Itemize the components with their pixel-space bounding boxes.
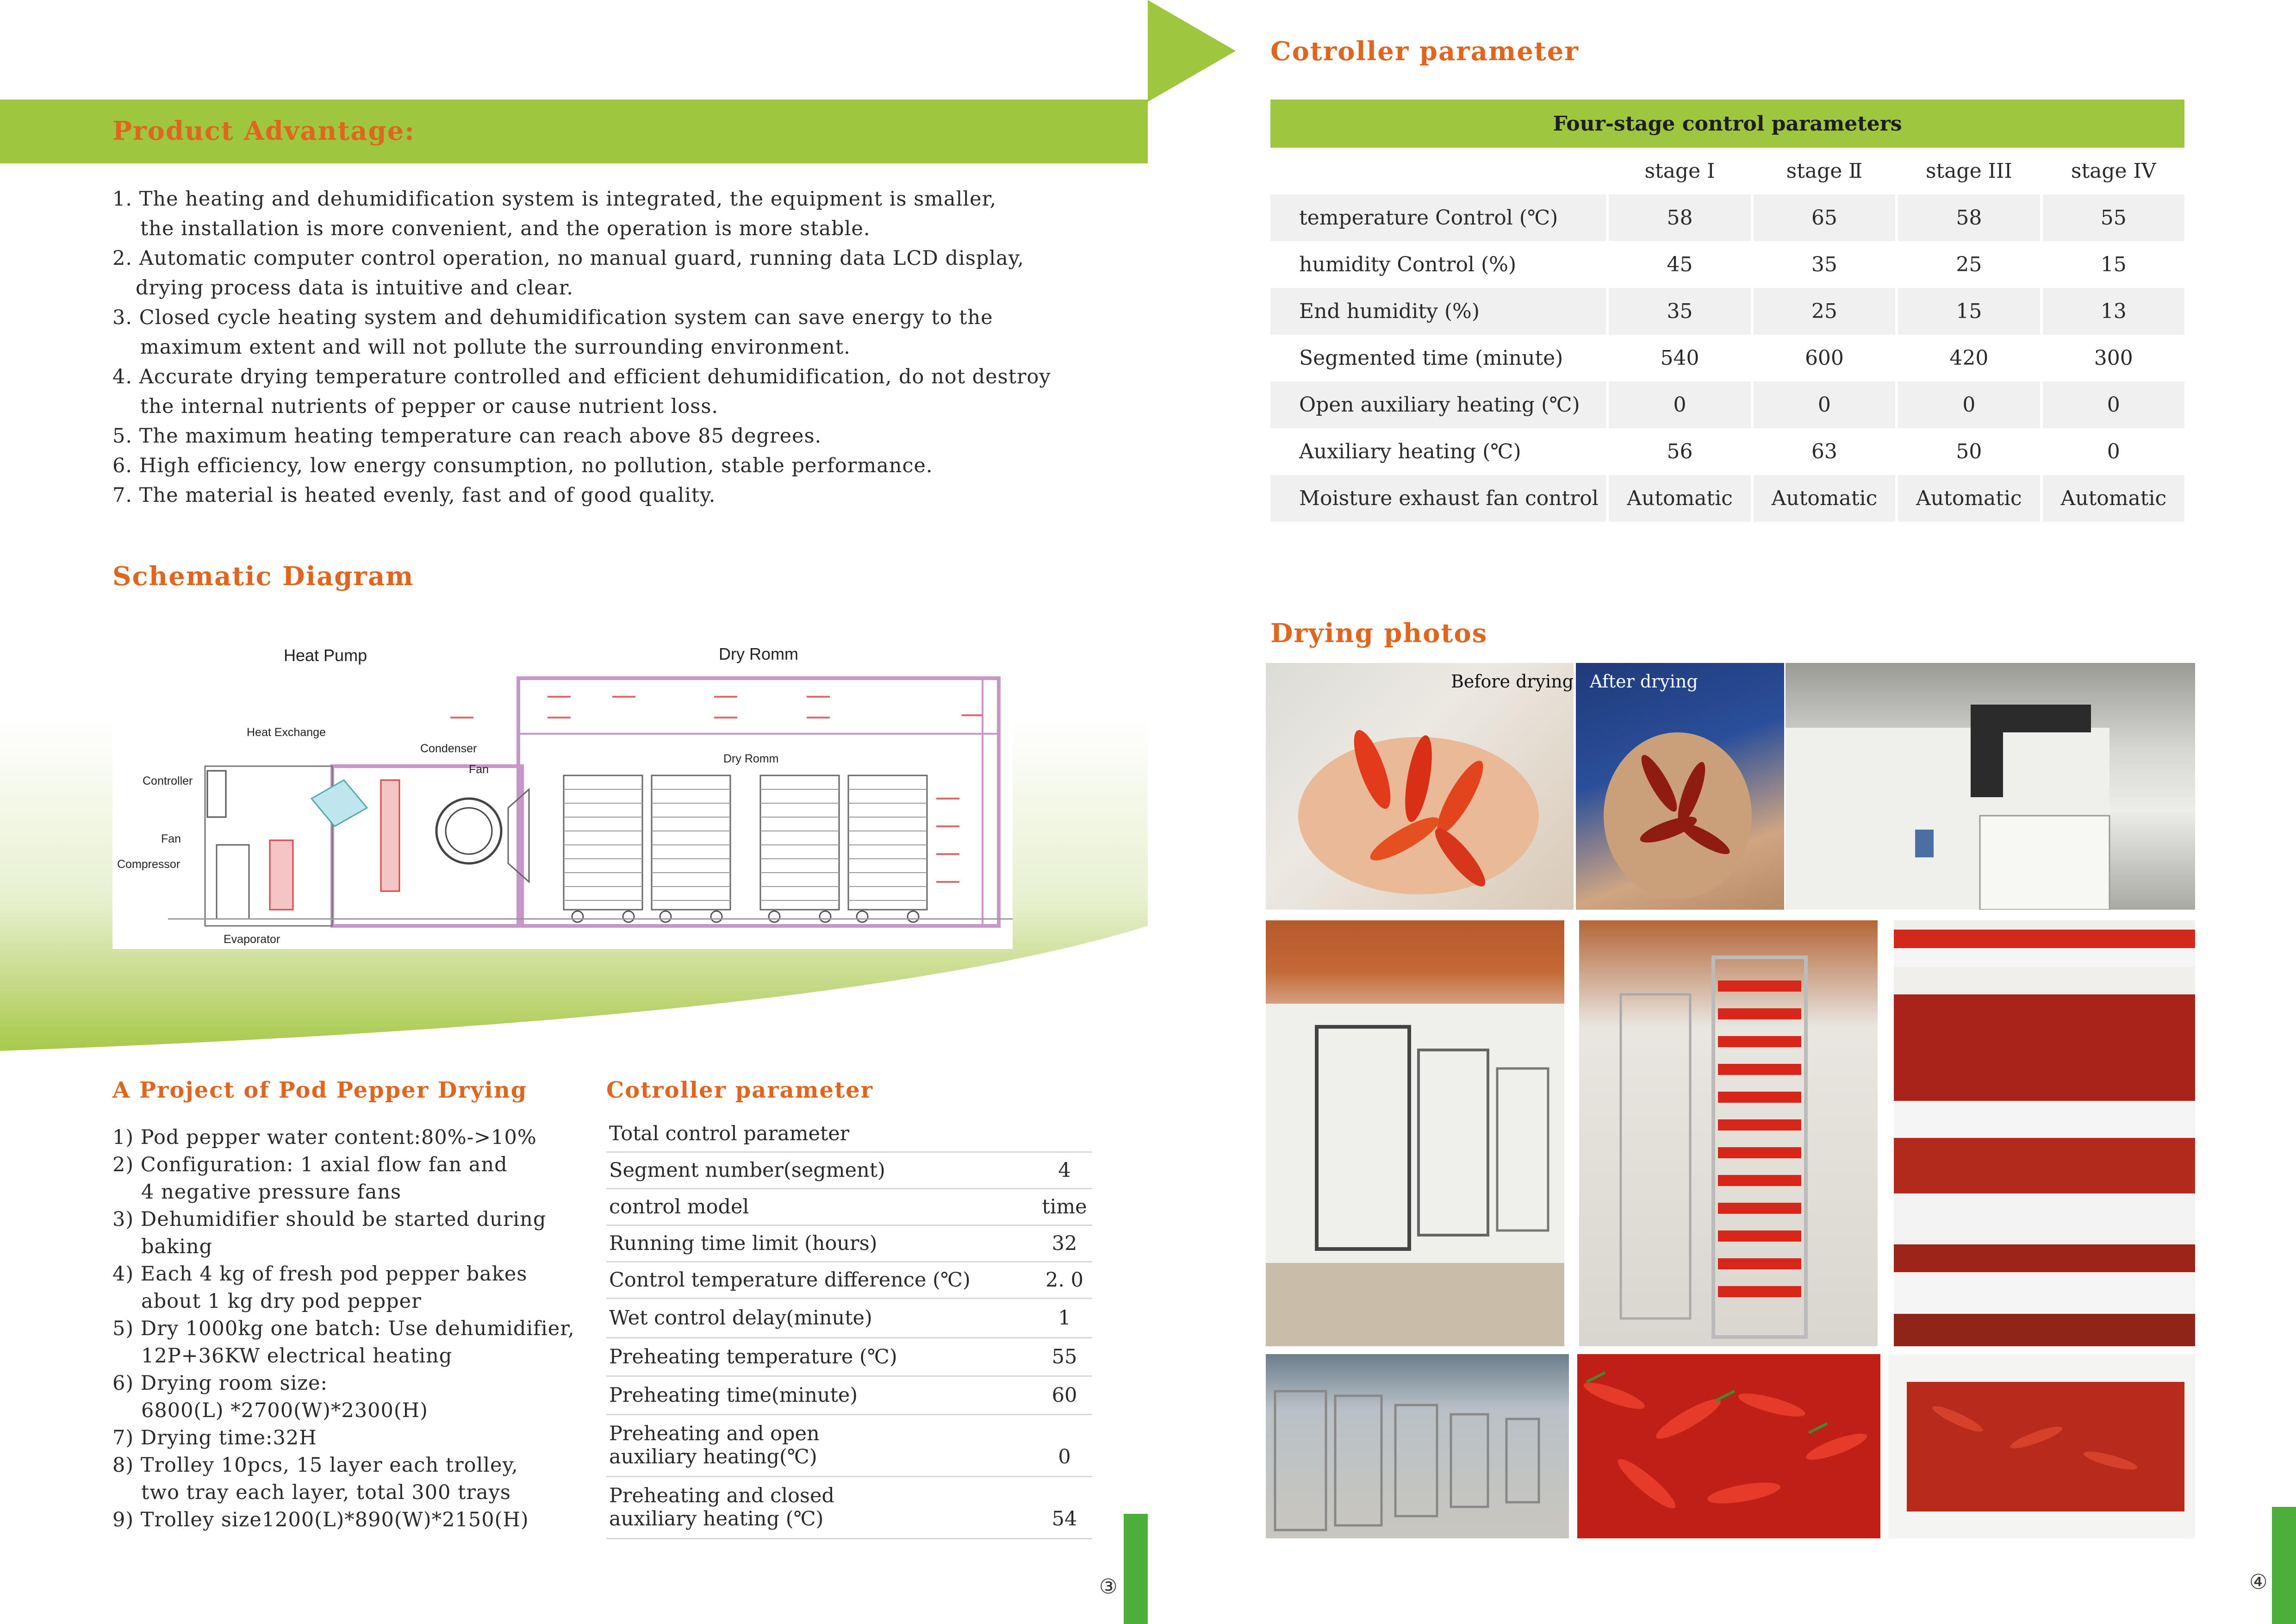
project-item: two tray each layer, total 300 trays — [141, 1481, 511, 1504]
project-item: 8) Trolley 10pcs, 15 layer each trolley, — [112, 1454, 518, 1477]
photo-trays-of-peppers — [1894, 920, 2195, 1346]
row-label: Auxiliary heating (℃) — [1299, 440, 1521, 463]
fresh-peppers-illustration — [1577, 1354, 1880, 1538]
advantage-item: the installation is more convenient, and the operation is more stable. — [140, 217, 871, 240]
trolley-with-peppers-illustration — [1579, 920, 1878, 1346]
table-row — [606, 1376, 1092, 1414]
project-item: 6800(L) *2700(W)*2300(H) — [141, 1399, 428, 1422]
cell-value: 13 — [2040, 288, 2184, 335]
heat-pump-label: Heat Pump — [284, 646, 367, 665]
param-label — [606, 1476, 1034, 1538]
param-value: 54 — [1034, 1476, 1092, 1538]
advantage-item: 7. The material is heated evenly, fast and of good quality. — [112, 484, 716, 507]
product-advantage-list — [112, 184, 1131, 510]
table-row — [606, 1152, 1092, 1188]
page-arrow-decoration — [1148, 0, 1236, 102]
cell-value: 58 — [1895, 194, 2040, 241]
cell-value: 0 — [1895, 381, 2040, 428]
before-drying-label: Before drying — [1451, 671, 1574, 692]
white-tray-peppers-illustration — [1888, 1354, 2195, 1538]
row-label: humidity Control (%) — [1299, 253, 1517, 276]
table-row — [606, 1225, 1092, 1262]
cell-value: 45 — [1606, 241, 1750, 288]
project-item: 4 negative pressure fans — [141, 1181, 402, 1204]
param-label-line: Preheating and open — [609, 1422, 820, 1445]
photo-dried-peppers — [1576, 663, 1784, 910]
cell-value: 300 — [2040, 335, 2184, 381]
table-row — [606, 1337, 1092, 1376]
drying-room-illustration — [1266, 920, 1564, 1346]
param-value: 32 — [1034, 1225, 1092, 1262]
controller-param-title-right: Cotroller parameter — [1270, 36, 1579, 67]
param-label-line: auxiliary heating (℃) — [609, 1507, 824, 1530]
cell-value: 63 — [1751, 428, 1895, 475]
table-row — [606, 1188, 1092, 1225]
cell-value: 55 — [2040, 194, 2184, 241]
param-value: time — [1034, 1188, 1092, 1225]
page-tab-left — [1124, 1514, 1148, 1624]
cell-value: Automatic — [1751, 475, 1895, 522]
param-label: Segment number(segment) — [606, 1152, 1034, 1188]
evaporator-label: Evaporator — [224, 933, 280, 946]
table-row — [606, 1117, 1092, 1152]
cell-value: 0 — [1606, 381, 1750, 428]
drying-photos-title: Drying photos — [1270, 618, 1488, 649]
advantage-item: maximum extent and will not pollute the surrounding environment. — [140, 336, 851, 359]
controller-label: Controller — [143, 775, 193, 787]
table-row — [1270, 288, 2184, 335]
photo-drying-room-exterior — [1266, 920, 1564, 1346]
cell-value: 0 — [2040, 381, 2184, 428]
table-row — [1270, 100, 2184, 148]
dry-room-inner-label: Dry Romm — [723, 752, 779, 765]
project-item: 9) Trolley size1200(L)*890(W)*2150(H) — [112, 1508, 529, 1531]
table-row — [1270, 475, 2184, 522]
project-item: 7) Drying time:32H — [112, 1426, 317, 1449]
table-row — [606, 1298, 1092, 1337]
param-value: 2. 0 — [1034, 1262, 1092, 1298]
photo-fresh-peppers — [1266, 663, 1574, 910]
cell-value: 25 — [1751, 288, 1895, 335]
project-title: A Project of Pod Pepper Drying — [112, 1077, 528, 1103]
table-row — [606, 1476, 1092, 1538]
param-label-line: auxiliary heating(℃) — [609, 1445, 817, 1468]
warehouse-illustration — [1266, 1354, 1569, 1538]
advantage-item: drying process data is intuitive and clear. — [136, 276, 574, 300]
row-label: End humidity (%) — [1270, 288, 1606, 335]
cell-value: 15 — [1895, 288, 2040, 335]
param-value: 55 — [1034, 1337, 1092, 1376]
page-number-right: ④ — [2249, 1570, 2268, 1594]
fan-left-label: Fan — [161, 832, 181, 845]
row-label: temperature Control (℃) — [1270, 194, 1606, 241]
project-item: 5) Dry 1000kg one batch: Use dehumidifier, — [112, 1317, 575, 1340]
project-item: 3) Dehumidifier should be started during — [112, 1208, 547, 1231]
controller-param-title-left: Cotroller parameter — [606, 1077, 874, 1103]
advantage-item: 5. The maximum heating temperature can reach above 85 degrees. — [112, 425, 822, 448]
project-item: 6) Drying room size: — [112, 1372, 328, 1395]
photo-trolley-racks — [1579, 920, 1878, 1346]
cell-value: 56 — [1606, 428, 1750, 475]
stage-header: stage IV — [2040, 148, 2184, 194]
after-drying-label: After drying — [1590, 671, 1698, 692]
project-item: 12P+36KW electrical heating — [141, 1344, 453, 1368]
dry-room-label: Dry Romm — [719, 644, 798, 663]
param-label: Running time limit (hours) — [606, 1225, 1034, 1262]
param-value: 0 — [1034, 1414, 1092, 1476]
cell-value: 35 — [1751, 241, 1895, 288]
table-row — [606, 1262, 1092, 1298]
cell-value: 420 — [1895, 335, 2040, 381]
advantage-item: 6. High efficiency, low energy consumption, no pollution, stable performance. — [112, 454, 933, 477]
table-row — [606, 1414, 1092, 1476]
table-row — [1270, 335, 2184, 381]
project-item: 2) Configuration: 1 axial flow fan and — [112, 1153, 508, 1176]
row-label: Open auxiliary heating (℃) — [1270, 381, 1606, 428]
param-label: Wet control delay(minute) — [606, 1298, 1034, 1337]
param-label-line: Preheating and closed — [609, 1484, 834, 1507]
table-row — [1270, 241, 2184, 288]
cell-value: 65 — [1751, 194, 1895, 241]
cell-value: 600 — [1751, 335, 1895, 381]
product-advantage-title: Product Advantage: — [112, 116, 416, 146]
hand-with-dried-peppers-illustration — [1576, 663, 1784, 910]
four-stage-table — [1270, 100, 2184, 522]
photo-fresh-pepper-tray — [1577, 1354, 1880, 1538]
advantage-item: 4. Accurate drying temperature controlled and efficient dehumidification, do not destroy — [112, 365, 1051, 388]
hand-with-peppers-illustration — [1266, 663, 1574, 910]
photo-warehouse-trolleys — [1266, 1354, 1569, 1538]
param-value: 4 — [1034, 1152, 1092, 1188]
advantage-item: 3. Closed cycle heating system and dehumidification system can save energy to the — [112, 306, 993, 329]
condenser-label: Condenser — [420, 742, 477, 755]
table-row — [1270, 194, 2184, 241]
cell-value: 540 — [1606, 335, 1750, 381]
cell-value: 58 — [1606, 194, 1750, 241]
total-control-parameter-table — [606, 1117, 1092, 1539]
cell-value: Automatic — [1895, 475, 2040, 522]
heat-exchange-label: Heat Exchange — [247, 726, 326, 739]
advantage-item: 1. The heating and dehumidification system is integrated, the equipment is smaller, — [112, 187, 997, 211]
table-title: Four-stage control parameters — [1270, 100, 2184, 148]
schematic-diagram — [112, 613, 1013, 949]
table-row — [1270, 381, 2184, 428]
table-header: Total control parameter — [606, 1117, 1092, 1152]
photo-peppers-white-tray — [1888, 1354, 2195, 1538]
cell-value: Automatic — [2040, 475, 2184, 522]
compressor-label: Compressor — [117, 858, 180, 871]
page-tab-right — [2272, 1507, 2296, 1624]
cell-value: 15 — [2040, 241, 2184, 288]
row-label: Moisture exhaust fan control — [1270, 475, 1606, 522]
stage-header: stage III — [1895, 148, 2040, 194]
table-row — [1270, 148, 2184, 194]
param-value: 1 — [1034, 1298, 1092, 1337]
project-item: about 1 kg dry pod pepper — [141, 1290, 422, 1313]
fan-top-label: Fan — [469, 763, 489, 776]
cell-value: Automatic — [1606, 475, 1750, 522]
param-value: 60 — [1034, 1376, 1092, 1414]
cell-value: 50 — [1895, 428, 2040, 475]
stage-header: stage Ⅱ — [1751, 148, 1895, 194]
project-item: 1) Pod pepper water content:80%->10% — [112, 1126, 537, 1149]
row-label: Segmented time (minute) — [1299, 346, 1563, 370]
photo-heat-pump-unit — [1786, 663, 2195, 910]
trays-illustration — [1894, 920, 2195, 1346]
advantage-item: the internal nutrients of pepper or cause nutrient loss. — [140, 395, 719, 418]
stage-header: stage Ⅰ — [1606, 148, 1750, 194]
project-item: 4) Each 4 kg of fresh pod pepper bakes — [112, 1262, 528, 1286]
page-number-left: ③ — [1099, 1575, 1118, 1599]
project-item: baking — [141, 1235, 213, 1258]
cell-value: 0 — [2040, 428, 2184, 475]
param-label — [606, 1414, 1034, 1476]
param-label: Control temperature difference (℃) — [606, 1262, 1034, 1298]
header-empty — [1270, 148, 1606, 194]
param-label: Preheating temperature (℃) — [606, 1337, 1034, 1376]
param-label: control model — [606, 1188, 1034, 1225]
table-row — [1270, 428, 2184, 475]
advantage-item: 2. Automatic computer control operation, no manual guard, running data LCD display, — [112, 247, 1025, 270]
schematic-title: Schematic Diagram — [112, 561, 414, 592]
heat-pump-unit-illustration — [1786, 663, 2195, 910]
cell-value: 25 — [1895, 241, 2040, 288]
param-label: Preheating time(minute) — [606, 1376, 1034, 1414]
cell-value: 0 — [1751, 381, 1895, 428]
cell-value: 35 — [1606, 288, 1750, 335]
project-list — [112, 1124, 575, 1534]
